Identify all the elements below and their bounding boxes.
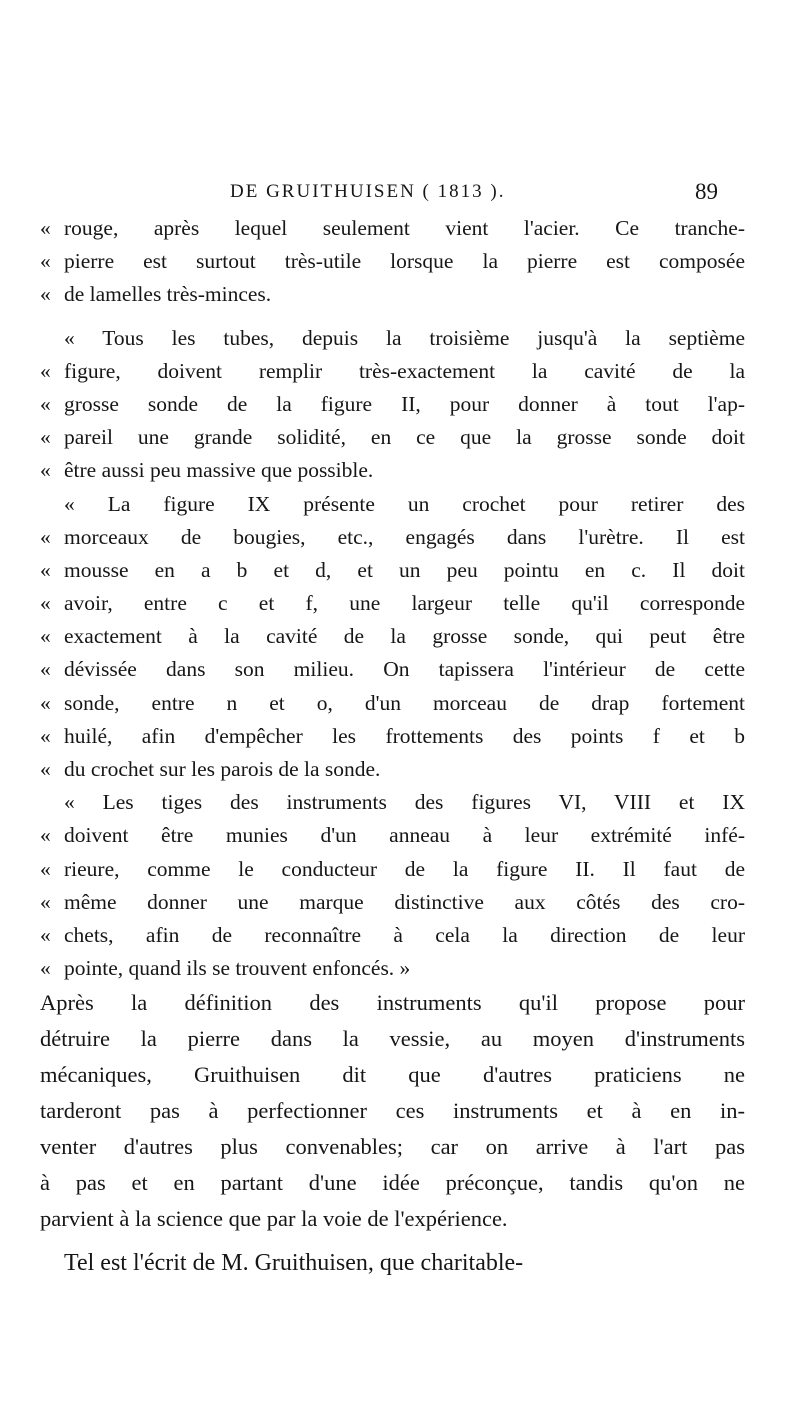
text-line: « figure, doivent remplir très-exactement la cavité de la — [40, 358, 745, 383]
text-line: « pierre est surtout très-utile lorsque la pierre est composée — [40, 249, 745, 274]
text-line: à pas et en partant d'une idée préconçue, tandis qu'on ne — [40, 1170, 745, 1196]
page-number: 89 — [695, 179, 718, 204]
text-line: « avoir, entre c et f, une largeur telle qu'il corresponde — [40, 591, 745, 616]
page-header — [0, 175, 800, 215]
text-line: « dévissée dans son milieu. On tapissera l'intérieur de cette — [40, 657, 745, 682]
text-line: parvient à la science que par la voie de l'expérience. — [40, 1206, 508, 1232]
text-line: « pointe, quand ils se trouvent enfoncés. » — [40, 956, 411, 981]
text-line: « mousse en a b et d, et un peu pointu en c. Il doit — [40, 557, 745, 582]
body-text — [40, 212, 745, 1283]
text-line: « huilé, afin d'empêcher les frottements des points f et b — [40, 723, 745, 748]
text-line: « doivent être munies d'un anneau à leur extrémité infé- — [40, 823, 745, 848]
running-title: DE GRUITHUISEN ( 1813 ). — [230, 181, 506, 202]
text-line: « rieure, comme le conducteur de la figure II. Il faut de — [40, 856, 745, 881]
text-line: venter d'autres plus convenables; car on arrive à l'art pas — [40, 1134, 745, 1160]
text-line: « chets, afin de reconnaître à cela la direction de leur — [40, 922, 745, 947]
text-line: « exactement à la cavité de la grosse sonde, qui peut être — [40, 624, 745, 649]
text-line: « être aussi peu massive que possible. — [40, 458, 374, 483]
text-line: mécaniques, Gruithuisen dit que d'autres praticiens ne — [40, 1062, 745, 1088]
text-line: « rouge, après lequel seulement vient l'acier. Ce tranche- — [40, 216, 745, 240]
text-line: « La figure IX présente un crochet pour retirer des — [64, 491, 745, 516]
text-line: « sonde, entre n et o, d'un morceau de drap fortement — [40, 690, 745, 715]
text-line: « Les tiges des instruments des figures VI, VIII et IX — [64, 790, 745, 815]
text-line: « même donner une marque distinctive aux côtés des cro- — [40, 889, 745, 914]
text-line: « Tous les tubes, depuis la troisième jusqu'à la septième — [64, 325, 745, 350]
text-line: Tel est l'écrit de M. Gruithuisen, que charitable- — [64, 1250, 524, 1277]
text-line: « morceaux de bougies, etc., engagés dans l'urètre. Il est — [40, 524, 745, 549]
text-line: « du crochet sur les parois de la sonde. — [40, 757, 381, 781]
text-line: « grosse sonde de la figure II, pour donner à tout l'ap- — [40, 391, 745, 416]
text-line: « pareil une grande solidité, en ce que la grosse sonde doit — [40, 425, 745, 450]
text-line: Après la définition des instruments qu'il propose pour — [40, 990, 745, 1016]
text-line: « de lamelles très-minces. — [40, 282, 272, 307]
text-line: détruire la pierre dans la vessie, au moyen d'instruments — [40, 1026, 745, 1052]
text-line: tarderont pas à perfectionner ces instruments et à en in- — [40, 1098, 745, 1124]
